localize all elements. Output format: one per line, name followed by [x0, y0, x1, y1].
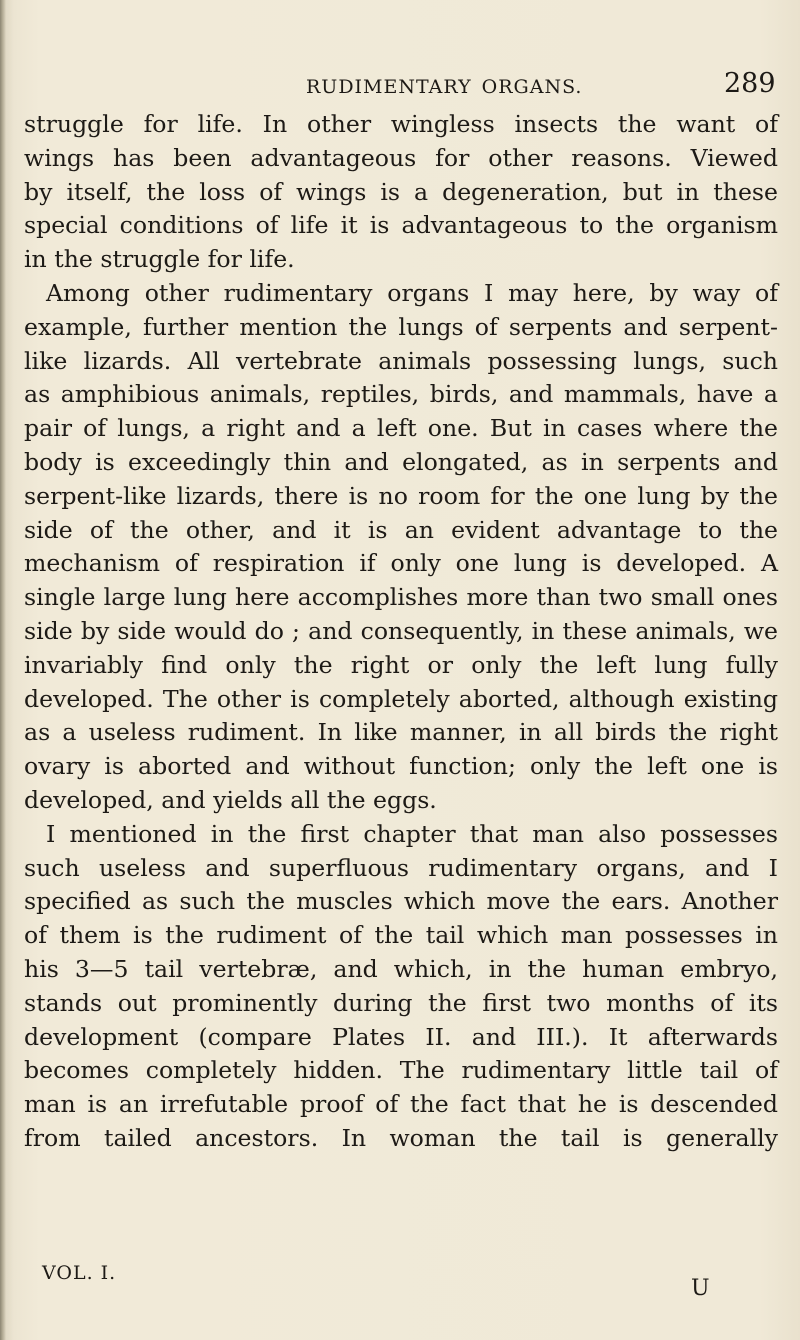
text-line: ovary is aborted and without function; only the left one is [24, 752, 778, 781]
text-line: struggle for life. In other wingless insects the want of [24, 110, 778, 138]
text-line: mechanism of respiration if only one lung is developed. A [24, 549, 778, 578]
page-footer [24, 1262, 778, 1306]
page-number: 289 [724, 68, 776, 99]
binding-edge-shadow [0, 0, 6, 1340]
text-line: in the struggle for life. [24, 245, 295, 274]
text-line: developed, and yields all the eggs. [24, 785, 437, 814]
text-line: example, further mention the lungs of serpents and serpent- [24, 312, 778, 341]
text-line: body is exceedingly thin and elongated, as in serpents and [24, 447, 778, 476]
text-line: side by side would do ; and consequently, in these animals, we [24, 616, 778, 645]
text-line: pair of lungs, a right and a left one. But in cases where the [24, 414, 778, 443]
text-line: from tailed ancestors. In woman the tail is generally [24, 1123, 778, 1152]
text-line: such useless and superfluous rudimentary organs, and I [24, 853, 778, 882]
text-line: development (compare Plates II. and III.). It afterwards [24, 1022, 778, 1051]
text-line: as amphibious animals, reptiles, birds, and mammals, have a [24, 380, 778, 409]
running-title: RUDIMENTARY ORGANS. [306, 76, 583, 98]
text-line: serpent-like lizards, there is no room for the one lung by the [24, 481, 778, 510]
text-line: his 3—5 tail vertebræ, and which, in the human embryo, [24, 954, 778, 983]
volume-label: VOL. I. [42, 1262, 117, 1284]
text-line: as a useless rudiment. In like manner, in all birds the right [24, 718, 778, 747]
text-line: by itself, the loss of wings is a degeneration, but in these [24, 177, 778, 206]
text-line: man is an irrefutable proof of the fact that he is descended [24, 1090, 778, 1119]
text-line: stands out prominently during the first two months of its [24, 988, 778, 1017]
text-line: wings has been advantageous for other reasons. Viewed [24, 143, 778, 172]
text-line: specified as such the muscles which move the ears. Another [24, 887, 778, 916]
signature-mark: U [691, 1276, 710, 1301]
text-line: becomes completely hidden. The rudimentary little tail of [24, 1056, 778, 1085]
text-line: developed. The other is completely aborted, although existing [24, 684, 778, 713]
running-header [0, 62, 800, 102]
text-line: special conditions of life it is advantageous to the organism [24, 211, 778, 240]
text-line: side of the other, and it is an evident advantage to the [24, 515, 778, 544]
text-line: Among other rudimentary organs I may here, by way of [46, 278, 778, 307]
body-text [24, 108, 778, 1156]
text-line: I mentioned in the first chapter that man also possesses [46, 819, 778, 848]
text-line: invariably find only the right or only the left lung fully [24, 650, 778, 679]
text-line: like lizards. All vertebrate animals possessing lungs, such [24, 346, 778, 375]
text-line: of them is the rudiment of the tail which man possesses in [24, 921, 778, 950]
text-line: single large lung here accomplishes more than two small ones [24, 583, 778, 612]
